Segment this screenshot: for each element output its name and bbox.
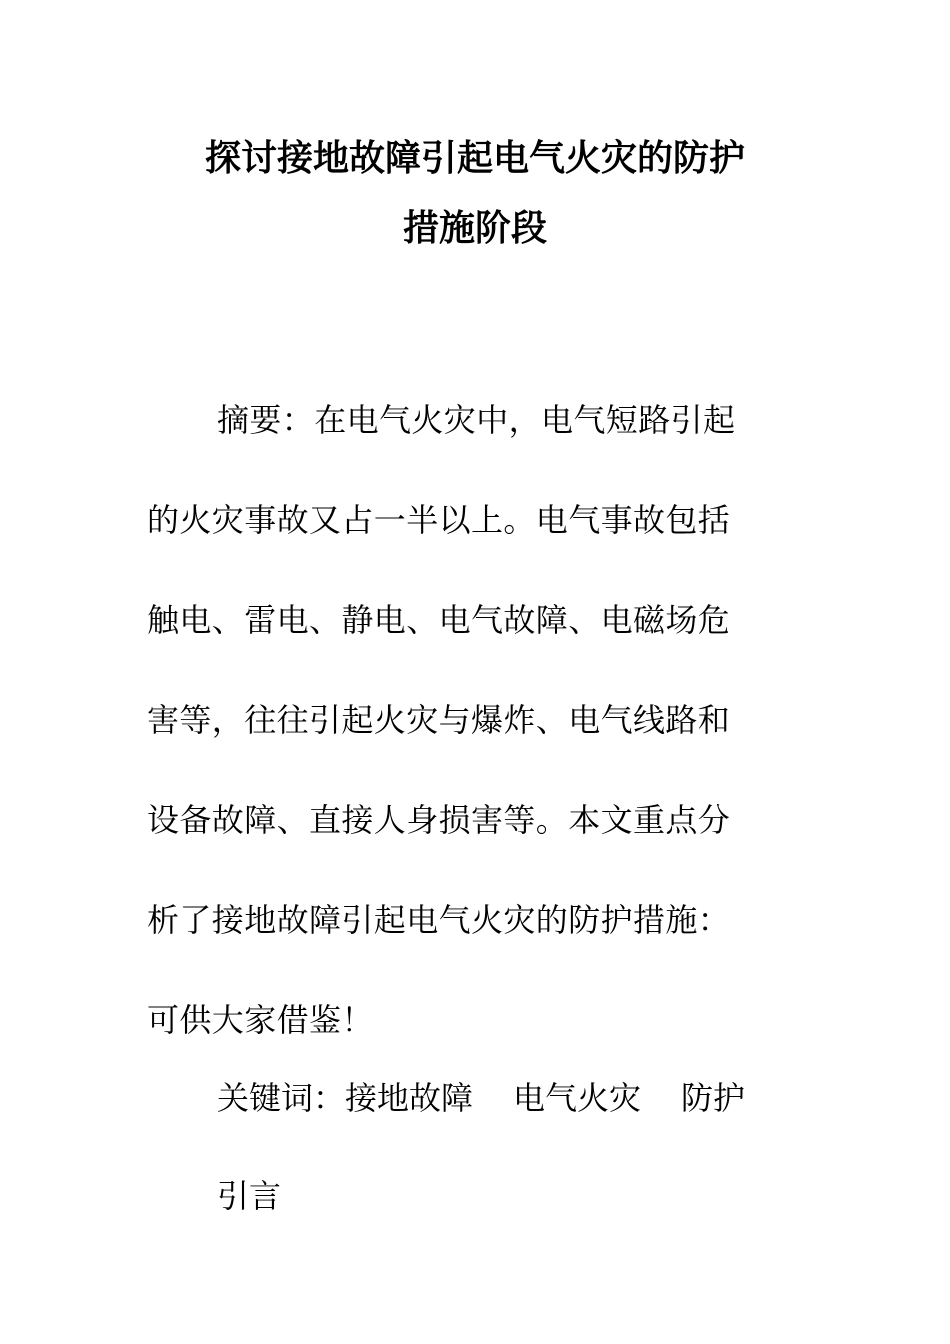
abstract-paragraph [147, 370, 787, 1070]
abstract-line: 可供大家借鉴！ [147, 1001, 374, 1039]
abstract-line: 害等，往往引起火灾与爆炸、电气线路和 [147, 701, 731, 739]
abstract-line: 设备故障、直接人身损害等。本文重点分 [147, 801, 731, 839]
keyword: 防护 [681, 1079, 746, 1117]
abstract-line: 的火灾事故又占一半以上。电气事故包括 [147, 501, 731, 539]
section-heading-intro: 引言 [217, 1177, 282, 1215]
abstract-line: 摘要：在电气火灾中，电气短路引起 [217, 401, 736, 439]
title-line-2: 措施阶段 [402, 208, 547, 249]
keyword: 接地故障 [345, 1079, 474, 1117]
keywords-line [217, 1068, 745, 1128]
abstract-line: 析了接地故障引起电气火灾的防护措施： [147, 901, 731, 939]
title-line-1: 探讨接地故障引起电气火灾的防护 [204, 138, 745, 179]
document-title [140, 124, 810, 264]
keywords-label: 关键词： [217, 1079, 346, 1117]
abstract-line: 触电、雷电、静电、电气故障、电磁场危 [147, 601, 731, 639]
keyword: 电气火灾 [513, 1079, 642, 1117]
